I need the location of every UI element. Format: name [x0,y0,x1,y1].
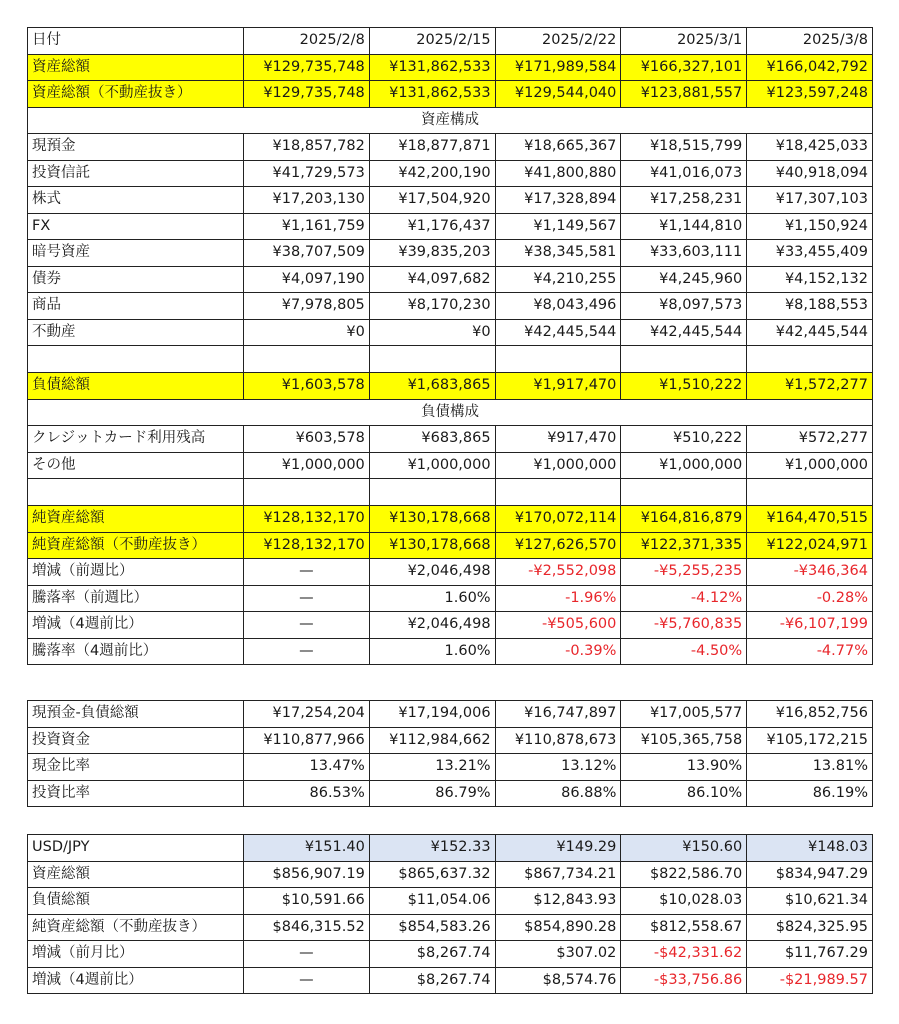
value-cell: ¥129,735,748 [244,81,370,108]
value-cell: -¥6,107,199 [747,612,873,639]
empty-cell [495,346,621,373]
net-asset-row [28,532,873,559]
value-cell: ¥42,445,544 [495,319,621,346]
empty-cell [495,479,621,506]
value-cell: ¥1,000,000 [244,452,370,479]
value-cell: $812,558.67 [621,914,747,941]
value-cell: -$21,989.57 [747,967,873,994]
row-label: クレジットカード利用残高 [28,426,244,453]
value-cell: ¥41,800,880 [495,160,621,187]
value-cell: ¥40,918,094 [747,160,873,187]
empty-cell [244,479,370,506]
net-asset-row [28,506,873,533]
value-cell: ¥1,161,759 [244,213,370,240]
usd-row [28,861,873,888]
value-cell: 86.53% [244,780,370,807]
value-cell: ¥152.33 [369,835,495,862]
asset-row [28,240,873,267]
row-label: 債券 [28,266,244,293]
value-cell: ¥18,877,871 [369,134,495,161]
value-cell: 13.47% [244,754,370,781]
row-label: 騰落率（4週前比） [28,638,244,665]
row-label: 暗号資産 [28,240,244,267]
value-cell: ¥1,572,277 [747,373,873,400]
value-cell: $307.02 [495,941,621,968]
value-cell: $11,054.06 [369,888,495,915]
empty-cell [28,479,244,506]
value-cell: ¥17,307,103 [747,187,873,214]
row-label: 純資産総額（不動産抜き） [28,532,244,559]
ratio-row [28,701,873,728]
value-cell: $865,637.32 [369,861,495,888]
value-cell: ¥127,626,570 [495,532,621,559]
value-cell: ¥917,470 [495,426,621,453]
ratio-row [28,780,873,807]
value-cell: ¥39,835,203 [369,240,495,267]
empty-cell [28,346,244,373]
row-label: 増減（4週前比） [28,612,244,639]
value-cell: -4.77% [747,638,873,665]
value-cell: $8,267.74 [369,967,495,994]
empty-cell [621,346,747,373]
usd-row [28,914,873,941]
row-label: FX [28,213,244,240]
value-cell: ¥572,277 [747,426,873,453]
value-cell: ¥129,544,040 [495,81,621,108]
empty-cell [369,479,495,506]
row-label: 資産総額 [28,54,244,81]
value-cell: — [244,559,370,586]
change-row [28,559,873,586]
row-label: 資産総額（不動産抜き） [28,81,244,108]
value-cell: 86.19% [747,780,873,807]
row-label: 商品 [28,293,244,320]
row-label: 現金比率 [28,754,244,781]
value-cell: ¥148.03 [747,835,873,862]
value-cell: -4.12% [621,585,747,612]
value-cell: ¥18,515,799 [621,134,747,161]
value-cell: ¥1,683,865 [369,373,495,400]
usd-row [28,888,873,915]
row-label: 現預金 [28,134,244,161]
empty-cell [244,346,370,373]
value-cell: ¥38,345,581 [495,240,621,267]
value-cell: ¥603,578 [244,426,370,453]
date-header-cell: 2025/2/8 [244,28,370,55]
value-cell: ¥110,877,966 [244,727,370,754]
value-cell: -¥346,364 [747,559,873,586]
value-cell: $854,890.28 [495,914,621,941]
liability-row [28,452,873,479]
section-title: 負債構成 [28,399,873,426]
date-header-cell: 2025/3/8 [747,28,873,55]
value-cell: ¥4,152,132 [747,266,873,293]
value-cell: ¥166,327,101 [621,54,747,81]
value-cell: $10,621.34 [747,888,873,915]
value-cell: ¥128,132,170 [244,506,370,533]
value-cell: ¥166,042,792 [747,54,873,81]
value-cell: -0.39% [495,638,621,665]
liability-total-row [28,373,873,400]
value-cell: $834,947.29 [747,861,873,888]
row-label: その他 [28,452,244,479]
blank-row [28,479,873,506]
value-cell: — [244,941,370,968]
value-cell: ¥151.40 [244,835,370,862]
value-cell: ¥41,729,573 [244,160,370,187]
value-cell: ¥42,200,190 [369,160,495,187]
value-cell: ¥1,176,437 [369,213,495,240]
section-header-row [28,399,873,426]
ratio-body [28,701,873,807]
value-cell: ¥0 [244,319,370,346]
value-cell: -1.96% [495,585,621,612]
asset-row [28,134,873,161]
row-label: 投資比率 [28,780,244,807]
value-cell: ¥110,878,673 [495,727,621,754]
value-cell: ¥8,170,230 [369,293,495,320]
value-cell: ¥41,016,073 [621,160,747,187]
value-cell: ¥105,172,215 [747,727,873,754]
empty-cell [621,479,747,506]
value-cell: ¥2,046,498 [369,612,495,639]
asset-row [28,187,873,214]
value-cell: -¥2,552,098 [495,559,621,586]
value-cell: ¥17,328,894 [495,187,621,214]
row-label: 増減（前週比） [28,559,244,586]
value-cell: ¥130,178,668 [369,506,495,533]
value-cell: ¥149.29 [495,835,621,862]
liability-row [28,426,873,453]
value-cell: ¥150.60 [621,835,747,862]
balance-sheet-table [27,27,873,665]
value-cell: ¥131,862,533 [369,81,495,108]
value-cell: 86.79% [369,780,495,807]
asset-row [28,266,873,293]
value-cell: ¥17,203,130 [244,187,370,214]
total-asset-row [28,81,873,108]
value-cell: $867,734.21 [495,861,621,888]
row-label: 増減（4週前比） [28,967,244,994]
value-cell: ¥128,132,170 [244,532,370,559]
row-label: 負債総額 [28,888,244,915]
value-cell: ¥164,816,879 [621,506,747,533]
date-header-cell: 2025/2/22 [495,28,621,55]
value-cell: ¥8,188,553 [747,293,873,320]
usd-table [27,834,873,994]
value-cell: $8,574.76 [495,967,621,994]
row-label: 投資信託 [28,160,244,187]
empty-cell [747,479,873,506]
value-cell: ¥4,210,255 [495,266,621,293]
date-header-label: 日付 [28,28,244,55]
ratio-row [28,754,873,781]
value-cell: ¥1,000,000 [747,452,873,479]
blank-row [28,346,873,373]
value-cell: 1.60% [369,585,495,612]
value-cell: ¥1,917,470 [495,373,621,400]
asset-row [28,213,873,240]
row-label: 純資産総額（不動産抜き） [28,914,244,941]
row-label: 騰落率（前週比） [28,585,244,612]
change-row [28,638,873,665]
usd-row [28,967,873,994]
asset-row [28,319,873,346]
value-cell: ¥33,455,409 [747,240,873,267]
value-cell: ¥42,445,544 [621,319,747,346]
value-cell: — [244,638,370,665]
row-label: 負債総額 [28,373,244,400]
value-cell: ¥164,470,515 [747,506,873,533]
row-label: 投資資金 [28,727,244,754]
value-cell: $822,586.70 [621,861,747,888]
usd-jpy-rate-row [28,835,873,862]
value-cell: $10,591.66 [244,888,370,915]
section-title: 資産構成 [28,107,873,134]
value-cell: ¥1,000,000 [495,452,621,479]
value-cell: 86.88% [495,780,621,807]
value-cell: ¥16,852,756 [747,701,873,728]
value-cell: ¥130,178,668 [369,532,495,559]
value-cell: $10,028.03 [621,888,747,915]
value-cell: ¥17,194,006 [369,701,495,728]
value-cell: -0.28% [747,585,873,612]
change-row [28,585,873,612]
usd-row [28,941,873,968]
value-cell: ¥1,603,578 [244,373,370,400]
section-header-row [28,107,873,134]
value-cell: ¥1,000,000 [621,452,747,479]
value-cell: ¥171,989,584 [495,54,621,81]
value-cell: $8,267.74 [369,941,495,968]
value-cell: — [244,585,370,612]
value-cell: ¥16,747,897 [495,701,621,728]
value-cell: -¥5,255,235 [621,559,747,586]
row-label: 資産総額 [28,861,244,888]
value-cell: -$42,331.62 [621,941,747,968]
empty-cell [747,346,873,373]
value-cell: ¥18,665,367 [495,134,621,161]
value-cell: ¥683,865 [369,426,495,453]
value-cell: $856,907.19 [244,861,370,888]
asset-row [28,293,873,320]
value-cell: ¥17,005,577 [621,701,747,728]
value-cell: ¥38,707,509 [244,240,370,267]
value-cell: ¥129,735,748 [244,54,370,81]
ratio-table [27,700,873,807]
value-cell: ¥0 [369,319,495,346]
balance-sheet-body [28,28,873,665]
asset-row [28,160,873,187]
value-cell: ¥1,149,567 [495,213,621,240]
value-cell: ¥131,862,533 [369,54,495,81]
value-cell: ¥8,097,573 [621,293,747,320]
value-cell: ¥123,597,248 [747,81,873,108]
date-header-cell: 2025/2/15 [369,28,495,55]
value-cell: ¥8,043,496 [495,293,621,320]
value-cell: 1.60% [369,638,495,665]
value-cell: -¥505,600 [495,612,621,639]
value-cell: $12,843.93 [495,888,621,915]
total-asset-row [28,54,873,81]
value-cell: ¥122,024,971 [747,532,873,559]
value-cell: — [244,612,370,639]
value-cell: ¥17,258,231 [621,187,747,214]
row-label: 現預金-負債総額 [28,701,244,728]
value-cell: $824,325.95 [747,914,873,941]
usd-body [28,835,873,994]
value-cell: ¥42,445,544 [747,319,873,346]
date-header-row [28,28,873,55]
value-cell: 86.10% [621,780,747,807]
value-cell: ¥17,254,204 [244,701,370,728]
row-label: 純資産総額 [28,506,244,533]
value-cell: ¥1,510,222 [621,373,747,400]
value-cell: $854,583.26 [369,914,495,941]
value-cell: ¥18,857,782 [244,134,370,161]
value-cell: ¥112,984,662 [369,727,495,754]
value-cell: ¥2,046,498 [369,559,495,586]
date-header-cell: 2025/3/1 [621,28,747,55]
value-cell: 13.81% [747,754,873,781]
row-label: 増減（前月比） [28,941,244,968]
value-cell: 13.12% [495,754,621,781]
value-cell: ¥7,978,805 [244,293,370,320]
row-label: 不動産 [28,319,244,346]
value-cell: ¥1,144,810 [621,213,747,240]
value-cell: $846,315.52 [244,914,370,941]
value-cell: 13.90% [621,754,747,781]
value-cell: ¥122,371,335 [621,532,747,559]
value-cell: ¥4,097,682 [369,266,495,293]
value-cell: ¥4,245,960 [621,266,747,293]
value-cell: -4.50% [621,638,747,665]
ratio-row [28,727,873,754]
value-cell: ¥33,603,111 [621,240,747,267]
value-cell: ¥170,072,114 [495,506,621,533]
value-cell: ¥17,504,920 [369,187,495,214]
change-row [28,612,873,639]
value-cell: — [244,967,370,994]
row-label: USD/JPY [28,835,244,862]
value-cell: ¥4,097,190 [244,266,370,293]
value-cell: -$33,756.86 [621,967,747,994]
value-cell: ¥123,881,557 [621,81,747,108]
value-cell: ¥1,000,000 [369,452,495,479]
value-cell: $11,767.29 [747,941,873,968]
empty-cell [369,346,495,373]
row-label: 株式 [28,187,244,214]
value-cell: 13.21% [369,754,495,781]
value-cell: -¥5,760,835 [621,612,747,639]
value-cell: ¥105,365,758 [621,727,747,754]
value-cell: ¥510,222 [621,426,747,453]
value-cell: ¥18,425,033 [747,134,873,161]
value-cell: ¥1,150,924 [747,213,873,240]
